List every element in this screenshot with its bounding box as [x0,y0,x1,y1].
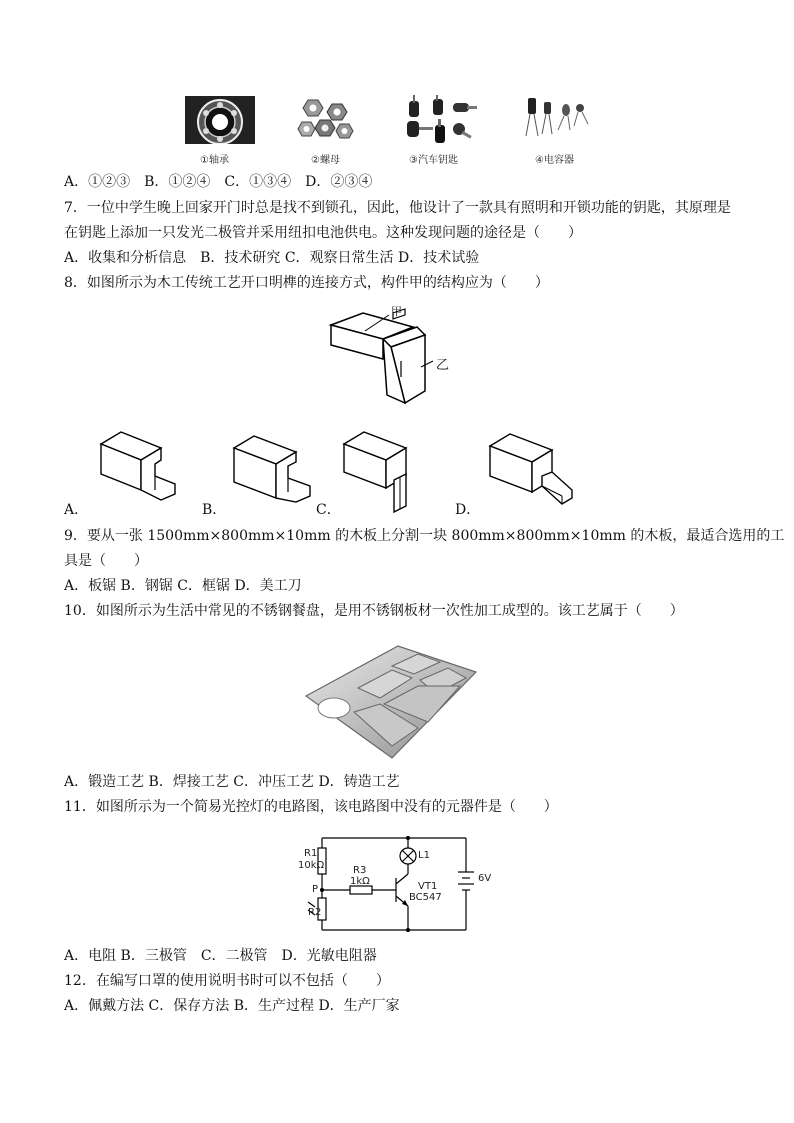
q9-stem-line2: 具是（ ） [64,553,148,569]
nuts-image [296,98,356,142]
circuit-r1-value: 10kΩ [298,860,325,871]
circuit-vt1-model: BC547 [409,892,442,903]
option-d-figure [486,432,576,512]
q12-stem: 12．在编写口罩的使用说明书时可以不包括（ ） [64,973,390,989]
car-keys-image [405,95,477,145]
q9-stem-line1: 9．要从一张 1500mm×800mm×10mm 的木板上分割一块 800mm×800mm×10mm 的木板，最适合选用的工 [64,528,785,544]
light-control-circuit [296,830,496,940]
option-a-figure [97,430,179,502]
q11-stem: 11．如图所示为一个简易光控灯的电路图，该电路图中没有的元器件是（ ） [64,799,558,815]
q8-stem: 8．如图所示为木工传统工艺开口明榫的连接方式，构件甲的结构应为（ ） [64,275,549,291]
q6-options: A．①②③ B．①②④ C．①③④ D．②③④ [64,174,373,190]
circuit-r1: R1 [304,848,318,859]
capacitors-image [518,96,594,140]
circuit-r2: R2 [308,907,322,918]
q7-stem-line2: 在钥匙上添加一只发光二极管并采用纽扣电池供电。这种发现问题的途径是（ ） [64,225,582,241]
caption-car-key: ③汽车钥匙 [409,155,458,166]
circuit-p: P [312,884,319,895]
option-b-figure [230,434,316,506]
label-jia: 甲 [391,305,402,318]
option-d-label: D． [455,502,481,518]
circuit-l1: L1 [418,850,430,861]
option-b-label: B． [202,502,227,518]
q10-options: A．锻造工艺 B．焊接工艺 C．冲压工艺 D．铸造工艺 [64,774,400,790]
caption-nut: ②螺母 [311,155,340,166]
label-yi: 乙 [436,358,450,373]
bearing-image [185,96,255,144]
option-a-label: A． [64,502,89,518]
option-c-figure [340,430,430,516]
caption-bearing: ①轴承 [200,155,229,166]
circuit-battery: 6V [478,873,492,884]
q7-options: A．收集和分析信息 B．技术研究 C．观察日常生活 D．技术试验 [64,250,480,266]
caption-capacitor: ④电容器 [535,155,574,166]
steel-tray-image [300,642,480,762]
circuit-r3-value: 1kΩ [350,876,370,887]
q9-options: A．板锯 B．钢锯 C．框锯 D．美工刀 [64,578,302,594]
option-c-label: C． [316,502,341,518]
q11-options: A．电阻 B．三极管 C．二极管 D．光敏电阻器 [64,948,377,964]
q7-stem-line1: 7．一位中学生晚上回家开门时总是找不到锁孔，因此，他设计了一款具有照明和开锁功能的钥匙，其原理是 [64,200,731,216]
q10-stem: 10．如图所示为生活中常见的不锈钢餐盘，是用不锈钢板材一次性加工成型的。该工艺属于（ ） [64,603,684,619]
q12-options: A．佩戴方法 C．保存方法 B．生产过程 D．生产厂家 [64,998,400,1014]
circuit-r3: R3 [353,865,367,876]
circuit-vt1: VT1 [418,881,438,892]
